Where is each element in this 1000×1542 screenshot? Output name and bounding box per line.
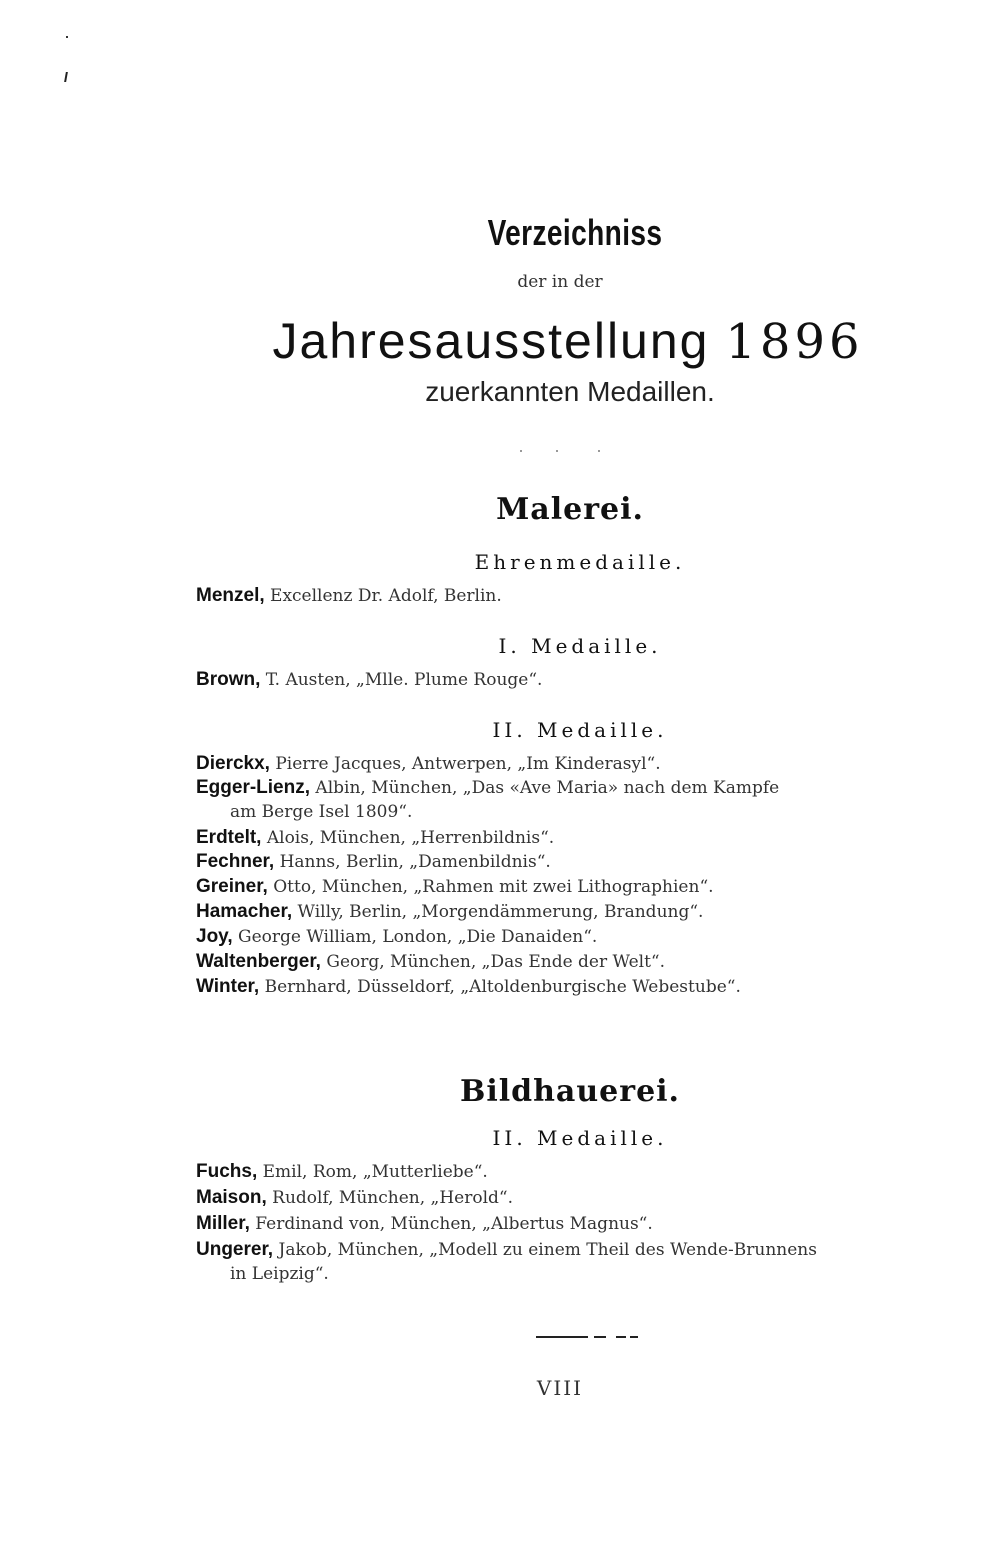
print-specks xyxy=(520,450,620,454)
margin-marks xyxy=(64,36,70,86)
heading-word: Jahresausstellung xyxy=(272,313,710,369)
entry-text: Georg, München, „Das Ende der Welt“. xyxy=(326,952,666,972)
list-item xyxy=(196,875,956,899)
list-item xyxy=(196,900,956,924)
entry-name: Dierckx, xyxy=(196,753,270,774)
medal-heading: I. Medaille. xyxy=(498,634,662,658)
page-title: Verzeichniss xyxy=(487,212,663,253)
list-item xyxy=(196,1238,956,1286)
entry-text: Albin, München, „Das «Ave Maria» nach dem Kampfe xyxy=(315,778,780,798)
entry-text: Alois, München, „Herrenbildnis“. xyxy=(266,828,555,848)
list-item xyxy=(196,1186,956,1210)
closing-rule xyxy=(536,1336,638,1338)
entry-name: Joy, xyxy=(196,926,233,947)
page-number: VIII xyxy=(536,1376,584,1400)
main-heading xyxy=(188,312,948,370)
entry-name: Ungerer, xyxy=(196,1239,274,1260)
list-item xyxy=(196,950,956,974)
entry-name: Brown, xyxy=(196,669,261,690)
list-item xyxy=(196,850,956,874)
entry-continuation: am Berge Isel 1809“. xyxy=(230,802,413,822)
entry-name: Fechner, xyxy=(196,851,275,872)
medal-heading: II. Medaille. xyxy=(492,718,668,742)
list-item xyxy=(196,668,956,692)
entry-name: Egger-Lienz, xyxy=(196,777,311,798)
entry-text: Willy, Berlin, „Morgendämmerung, Brandung“. xyxy=(297,902,704,922)
entry-name: Greiner, xyxy=(196,876,268,897)
entry-text: T. Austen, „Mlle. Plume Rouge“. xyxy=(265,670,543,690)
list-item xyxy=(196,752,956,776)
entry-text: Excellenz Dr. Adolf, Berlin. xyxy=(270,586,502,606)
entry-text: Bernhard, Düsseldorf, „Altoldenburgische Webestube“. xyxy=(264,977,741,997)
entry-continuation: in Leipzig“. xyxy=(230,1264,329,1284)
entry-text: Otto, München, „Rahmen mit zwei Lithographien“. xyxy=(273,877,714,897)
entry-name: Fuchs, xyxy=(196,1161,258,1182)
entry-name: Menzel, xyxy=(196,585,265,606)
list-item xyxy=(196,584,956,608)
page-subheading: zuerkannten Medaillen. xyxy=(425,376,715,407)
page-subtitle: der in der xyxy=(517,272,603,292)
entry-text: Hanns, Berlin, „Damenbildnis“. xyxy=(279,852,551,872)
list-item xyxy=(196,826,956,850)
entry-name: Waltenberger, xyxy=(196,951,321,972)
list-item xyxy=(196,1212,956,1236)
section-heading-malerei: Malerei. xyxy=(496,492,644,527)
medal-heading: II. Medaille. xyxy=(492,1126,668,1150)
list-item xyxy=(196,1160,956,1184)
entry-text: Ferdinand von, München, „Albertus Magnus“. xyxy=(255,1214,653,1234)
section-heading-bildhauerei: Bildhauerei. xyxy=(459,1074,680,1109)
list-item xyxy=(196,925,956,949)
entry-name: Miller, xyxy=(196,1213,250,1234)
entry-name: Maison, xyxy=(196,1187,267,1208)
entry-name: Winter, xyxy=(196,976,260,997)
entry-text: George William, London, „Die Danaiden“. xyxy=(238,927,598,947)
entry-name: Hamacher, xyxy=(196,901,293,922)
list-item xyxy=(196,975,956,999)
entry-name: Erdtelt, xyxy=(196,827,262,848)
entry-text: Emil, Rom, „Mutterliebe“. xyxy=(262,1162,488,1182)
margin-stroke xyxy=(64,72,68,82)
list-item xyxy=(196,776,956,824)
medal-heading: Ehrenmedaille. xyxy=(474,550,686,574)
margin-dot xyxy=(66,36,68,38)
heading-year: 1896 xyxy=(725,314,864,370)
entry-text: Rudolf, München, „Herold“. xyxy=(272,1188,513,1208)
entry-text: Jakob, München, „Modell zu einem Theil des Wende-Brunnens xyxy=(278,1240,817,1260)
entry-text: Pierre Jacques, Antwerpen, „Im Kinderasyl“. xyxy=(275,754,661,774)
